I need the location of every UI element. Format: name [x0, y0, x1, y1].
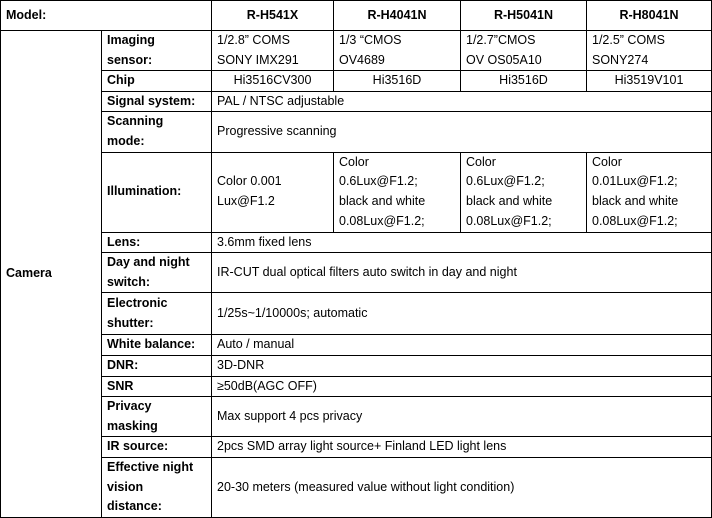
- value-cell: 3.6mm fixed lens: [212, 232, 712, 253]
- value-cell: 20-30 meters (measured value without light condition): [212, 457, 712, 517]
- row-ir-source: [1, 437, 712, 458]
- model-name: R-H5041N: [461, 1, 587, 31]
- value-cell: Color 0.001 Lux@F1.2: [212, 152, 334, 232]
- value-cell: 3D-DNR: [212, 355, 712, 376]
- row-label: SNR: [102, 376, 212, 397]
- row-night-vision-distance: [1, 457, 712, 517]
- model-label: Model:: [1, 1, 212, 31]
- row-chip: [1, 71, 712, 92]
- row-label: Signal system:: [102, 91, 212, 112]
- value-cell: Hi3516D: [334, 71, 461, 92]
- row-label: Electronic shutter:: [102, 293, 212, 335]
- model-name: R-H541X: [212, 1, 334, 31]
- row-snr: [1, 376, 712, 397]
- value-cell: Progressive scanning: [212, 112, 712, 152]
- header-row: [1, 1, 712, 31]
- row-dnr: [1, 355, 712, 376]
- row-label: Day and night switch:: [102, 253, 212, 293]
- value-cell: ≥50dB(AGC OFF): [212, 376, 712, 397]
- row-label: Imaging sensor:: [102, 31, 212, 71]
- value-cell: 1/25s~1/10000s; automatic: [212, 293, 712, 335]
- row-privacy-masking: [1, 397, 712, 437]
- row-label: DNR:: [102, 355, 212, 376]
- value-cell: PAL / NTSC adjustable: [212, 91, 712, 112]
- value-cell: 1/2.7”CMOS OV OS05A10: [461, 31, 587, 71]
- section-label: Camera: [1, 31, 102, 518]
- row-label: Privacy masking: [102, 397, 212, 437]
- model-name: R-H4041N: [334, 1, 461, 31]
- value-cell: 1/2.5” COMS SONY274: [587, 31, 712, 71]
- value-cell: Max support 4 pcs privacy: [212, 397, 712, 437]
- value-cell: IR-CUT dual optical filters auto switch in day and night: [212, 253, 712, 293]
- value-cell: Color 0.6Lux@F1.2; black and white 0.08Lux@F1.2;: [334, 152, 461, 232]
- value-cell: Color 0.01Lux@F1.2; black and white 0.08Lux@F1.2;: [587, 152, 712, 232]
- value-cell: 2pcs SMD array light source+ Finland LED light lens: [212, 437, 712, 458]
- row-illumination: [1, 152, 712, 232]
- row-imaging-sensor: [1, 31, 712, 71]
- row-scanning-mode: [1, 112, 712, 152]
- row-day-night-switch: [1, 253, 712, 293]
- row-white-balance: [1, 335, 712, 356]
- row-label: White balance:: [102, 335, 212, 356]
- row-electronic-shutter: [1, 293, 712, 335]
- row-label: Effective night vision distance:: [102, 457, 212, 517]
- value-cell: Auto / manual: [212, 335, 712, 356]
- value-cell: Color 0.6Lux@F1.2; black and white 0.08Lux@F1.2;: [461, 152, 587, 232]
- row-label: Scanning mode:: [102, 112, 212, 152]
- value-cell: 1/3 “CMOS OV4689: [334, 31, 461, 71]
- row-lens: [1, 232, 712, 253]
- value-cell: Hi3516CV300: [212, 71, 334, 92]
- row-label: IR source:: [102, 437, 212, 458]
- value-cell: 1/2.8” COMS SONY IMX291: [212, 31, 334, 71]
- row-label: Lens:: [102, 232, 212, 253]
- row-signal-system: [1, 91, 712, 112]
- row-label: Illumination:: [102, 152, 212, 232]
- row-label: Chip: [102, 71, 212, 92]
- value-cell: Hi3519V101: [587, 71, 712, 92]
- value-cell: Hi3516D: [461, 71, 587, 92]
- model-name: R-H8041N: [587, 1, 712, 31]
